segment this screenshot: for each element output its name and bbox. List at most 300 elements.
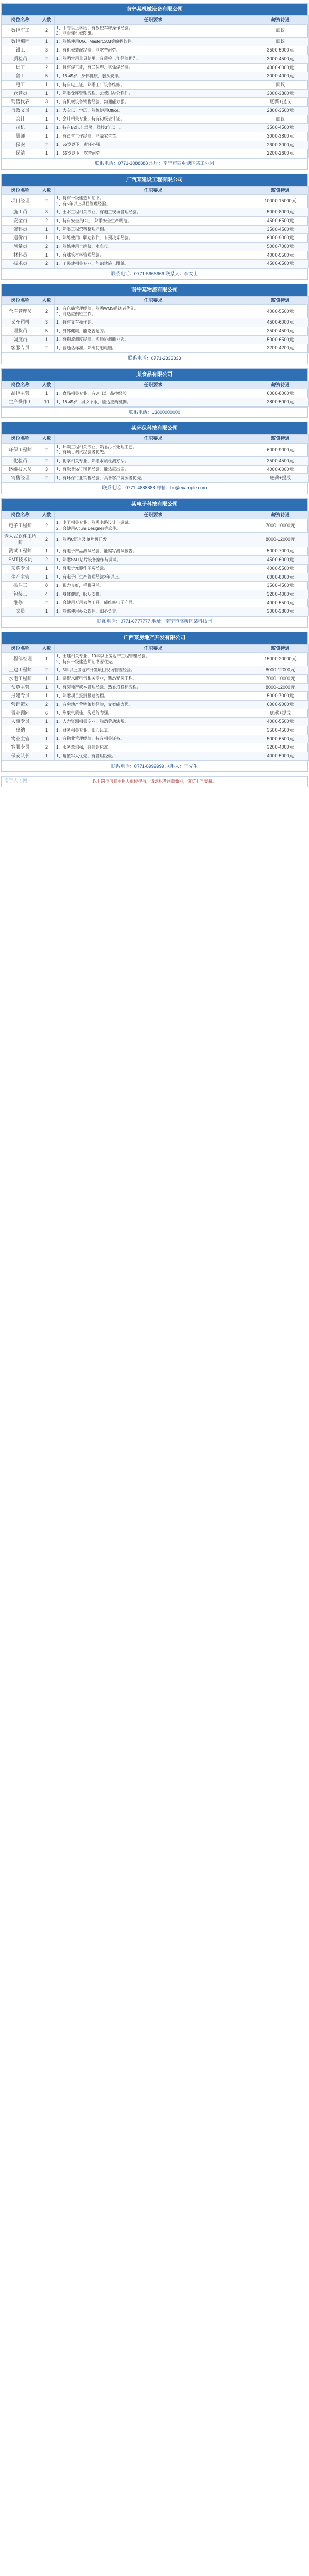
watermark-text: 南宁人才网 bbox=[4, 778, 28, 784]
cell-pay: 6000-9000元 bbox=[252, 234, 309, 243]
column-header-req: 任职要求 bbox=[55, 435, 252, 444]
cell-num: 2 bbox=[39, 344, 55, 353]
cell-pay: 4000-5500元 bbox=[252, 599, 309, 607]
cell-req: 1、熟悉项目报批报建流程。 bbox=[55, 692, 252, 701]
cell-req: 1、有房地产成本管理经验，熟悉招投标流程。 bbox=[55, 683, 252, 692]
table-row bbox=[2, 674, 309, 683]
job-listing-page bbox=[0, 0, 309, 787]
cell-num: 2 bbox=[39, 24, 55, 38]
company-block bbox=[1, 368, 308, 418]
cell-pos: 安全员 bbox=[2, 216, 39, 225]
cell-pay: 3800-5000元 bbox=[252, 398, 309, 407]
table-row bbox=[2, 389, 309, 398]
cell-pos: 材料员 bbox=[2, 251, 39, 260]
cell-pos: 造价员 bbox=[2, 234, 39, 243]
company-block bbox=[1, 422, 308, 494]
cell-num: 1 bbox=[39, 115, 55, 124]
cell-req: 1、18-45岁，身体健康，服从安排。 bbox=[55, 72, 252, 81]
cell-pos: 品控主管 bbox=[2, 389, 39, 398]
cell-num: 3 bbox=[39, 318, 55, 327]
cell-pay: 2200-2600元 bbox=[252, 149, 309, 158]
cell-req: 1、持有B2以上驾照，驾龄3年以上。 bbox=[55, 124, 252, 132]
column-header-num: 人数 bbox=[39, 644, 55, 653]
table-row bbox=[2, 444, 309, 457]
cell-pay: 2800-3500元 bbox=[252, 106, 309, 115]
cell-req: 1、环境工程相关专业，熟悉污水处理工艺。 2、有项目调试经验者优先。 bbox=[55, 444, 252, 457]
cell-pay: 4500-6500元 bbox=[252, 260, 309, 268]
cell-pay: 面议 bbox=[252, 38, 309, 46]
cell-pay: 4500-6500元 bbox=[252, 216, 309, 225]
cell-num: 1 bbox=[39, 726, 55, 735]
column-header-req: 任职要求 bbox=[55, 511, 252, 519]
cell-num: 2 bbox=[39, 63, 55, 72]
column-header-req: 任职要求 bbox=[55, 186, 252, 195]
company-contact: 联系电话：0771-8999999 联系人：王先生 bbox=[2, 761, 307, 772]
cell-req: 1、熟练使用UG、MasterCAM等编程软件。 bbox=[55, 38, 252, 46]
table-row bbox=[2, 666, 309, 675]
table-row bbox=[2, 106, 309, 115]
cell-num: 1 bbox=[39, 89, 55, 98]
cell-req: 1、有设备运行维护经验，能适应出差。 bbox=[55, 465, 252, 474]
cell-pay: 3500-5000元 bbox=[252, 46, 309, 55]
company-block bbox=[1, 3, 308, 170]
cell-num: 1 bbox=[39, 752, 55, 761]
column-header-pay: 薪资待遇 bbox=[252, 511, 309, 519]
cell-req: 1、给排水或电气相关专业，熟悉安装工程。 bbox=[55, 674, 252, 683]
cell-pay: 5000-6500元 bbox=[252, 735, 309, 743]
cell-num: 2 bbox=[39, 195, 55, 208]
cell-num: 2 bbox=[39, 141, 55, 149]
table-row bbox=[2, 743, 309, 752]
table-row bbox=[2, 234, 309, 243]
table-row bbox=[2, 752, 309, 761]
cell-pos: 质检员 bbox=[2, 55, 39, 63]
table-row bbox=[2, 38, 309, 46]
cell-req: 1、有电子元器件采购经验。 bbox=[55, 564, 252, 573]
cell-req: 1、有建筑材料管理经验。 bbox=[55, 251, 252, 260]
cell-pay: 3000-4000元 bbox=[252, 72, 309, 81]
cell-num: 1 bbox=[39, 106, 55, 115]
cell-req: 1、工民建相关专业，能识读施工图纸。 bbox=[55, 260, 252, 268]
cell-pay: 10000-15000元 bbox=[252, 195, 309, 208]
cell-num: 2 bbox=[39, 243, 55, 251]
cell-num: 1 bbox=[39, 653, 55, 666]
table-row bbox=[2, 465, 309, 474]
cell-pos: 行政文员 bbox=[2, 106, 39, 115]
table-row bbox=[2, 564, 309, 573]
cell-num: 2 bbox=[39, 556, 55, 565]
cell-req: 1、人力资源相关专业，熟悉劳动法规。 bbox=[55, 718, 252, 726]
cell-pay: 3200-4000元 bbox=[252, 743, 309, 752]
column-header-num: 人数 bbox=[39, 186, 55, 195]
cell-req: 1、财务相关专业，细心认真。 bbox=[55, 726, 252, 735]
company-title: 某电子科技有限公司 bbox=[2, 499, 307, 511]
column-header-num: 人数 bbox=[39, 296, 55, 305]
cell-req: 1、持有电工证，熟悉工厂设备维修。 bbox=[55, 80, 252, 89]
job-table bbox=[2, 15, 309, 158]
cell-pos: 会计 bbox=[2, 115, 39, 124]
cell-pay: 4000-5500元 bbox=[252, 305, 309, 318]
cell-pay: 8000-12000元 bbox=[252, 683, 309, 692]
cell-pay: 3500-4500元 bbox=[252, 225, 309, 234]
cell-num: 5 bbox=[39, 327, 55, 335]
cell-pos: 仓库管理员 bbox=[2, 305, 39, 318]
cell-pos: 理货员 bbox=[2, 327, 39, 335]
table-row bbox=[2, 653, 309, 666]
table-header-row bbox=[2, 16, 309, 25]
table-row bbox=[2, 582, 309, 590]
cell-req: 1、土木工程相关专业，有施工现场管理经验。 bbox=[55, 208, 252, 217]
column-header-pay: 薪资待遇 bbox=[252, 381, 309, 389]
company-block bbox=[1, 284, 308, 364]
company-title: 某环保科技有限公司 bbox=[2, 422, 307, 434]
cell-pos: 施工员 bbox=[2, 208, 39, 217]
footer-block bbox=[1, 776, 308, 787]
column-header-req: 任职要求 bbox=[55, 381, 252, 389]
cell-num: 1 bbox=[39, 718, 55, 726]
column-header-num: 人数 bbox=[39, 16, 55, 25]
job-table bbox=[2, 644, 309, 761]
cell-num: 3 bbox=[39, 208, 55, 217]
cell-num: 8 bbox=[39, 582, 55, 590]
cell-req: 1、熟练使用全站仪、水准仪。 bbox=[55, 243, 252, 251]
cell-pay: 3000-3800元 bbox=[252, 607, 309, 616]
cell-pos: 测量员 bbox=[2, 243, 39, 251]
table-row bbox=[2, 519, 309, 533]
column-header-pay: 薪资待遇 bbox=[252, 296, 309, 305]
cell-req: 1、持有安全员C证，熟悉安全生产规范。 bbox=[55, 216, 252, 225]
column-header-pos: 岗位名称 bbox=[2, 511, 39, 519]
cell-pay: 6000-9000元 bbox=[252, 444, 309, 457]
table-row bbox=[2, 195, 309, 208]
company-block bbox=[1, 498, 308, 628]
table-header-row bbox=[2, 644, 309, 653]
cell-pos: 数控编程 bbox=[2, 38, 39, 46]
cell-req: 1、有食堂工作经验，能做家常菜。 bbox=[55, 132, 252, 141]
table-row bbox=[2, 718, 309, 726]
cell-req: 1、55岁以下，责任心强。 bbox=[55, 141, 252, 149]
cell-pos: 资料员 bbox=[2, 225, 39, 234]
table-row bbox=[2, 318, 309, 327]
cell-pay: 3000-4500元 bbox=[252, 55, 309, 63]
cell-req: 1、有电子厂生产管理经验3年以上。 bbox=[55, 573, 252, 582]
cell-pos: 人事专员 bbox=[2, 718, 39, 726]
cell-pay: 2600-3000元 bbox=[252, 141, 309, 149]
cell-pay: 4500-6000元 bbox=[252, 556, 309, 565]
cell-pay: 面议 bbox=[252, 24, 309, 38]
cell-num: 4 bbox=[39, 590, 55, 599]
cell-pay: 4000-5500元 bbox=[252, 564, 309, 573]
job-table bbox=[2, 296, 309, 353]
cell-num: 1 bbox=[39, 124, 55, 132]
table-row bbox=[2, 556, 309, 565]
cell-num: 1 bbox=[39, 132, 55, 141]
column-header-pos: 岗位名称 bbox=[2, 16, 39, 25]
column-header-pos: 岗位名称 bbox=[2, 435, 39, 444]
cell-num: 1 bbox=[39, 564, 55, 573]
cell-pos: 电子工程师 bbox=[2, 519, 39, 533]
table-row bbox=[2, 590, 309, 599]
cell-req: 1、有仓储管理经验，熟悉WMS系统者优先。 2、能适应倒班工作。 bbox=[55, 305, 252, 318]
cell-num: 3 bbox=[39, 46, 55, 55]
cell-pay: 4000-5500元 bbox=[252, 251, 309, 260]
cell-pos: 工程部经理 bbox=[2, 653, 39, 666]
cell-req: 1、持有焊工证，有二保焊、氩弧焊经验。 bbox=[55, 63, 252, 72]
table-row bbox=[2, 700, 309, 709]
cell-pos: 厨师 bbox=[2, 132, 39, 141]
cell-pos: 预算主管 bbox=[2, 683, 39, 692]
cell-pay: 面议 bbox=[252, 115, 309, 124]
table-row bbox=[2, 709, 309, 718]
cell-num: 1 bbox=[39, 251, 55, 260]
cell-num: 2 bbox=[39, 456, 55, 465]
cell-pos: 保安 bbox=[2, 141, 39, 149]
job-table bbox=[2, 511, 309, 616]
cell-num: 2 bbox=[39, 666, 55, 675]
table-row bbox=[2, 573, 309, 582]
cell-pay: 4000-5000元 bbox=[252, 752, 309, 761]
cell-pos: 保安队长 bbox=[2, 752, 39, 761]
table-row bbox=[2, 124, 309, 132]
cell-pay: 5000-7000元 bbox=[252, 547, 309, 556]
cell-num: 1 bbox=[39, 335, 55, 344]
cell-num: 3 bbox=[39, 98, 55, 107]
cell-pay: 3500-4500元 bbox=[252, 582, 309, 590]
cell-num: 1 bbox=[39, 683, 55, 692]
cell-num: 2 bbox=[39, 260, 55, 268]
cell-pay: 3200-4000元 bbox=[252, 590, 309, 599]
cell-req: 1、会使用万用表等工具，能维修电子产品。 bbox=[55, 599, 252, 607]
company-title: 某食品有限公司 bbox=[2, 369, 307, 381]
column-header-num: 人数 bbox=[39, 435, 55, 444]
column-header-req: 任职要求 bbox=[55, 296, 252, 305]
table-row bbox=[2, 305, 309, 318]
cell-pay: 7000-10000元 bbox=[252, 674, 309, 683]
cell-pos: 出纳 bbox=[2, 726, 39, 735]
table-header-row bbox=[2, 511, 309, 519]
cell-pos: 钳工 bbox=[2, 46, 39, 55]
table-row bbox=[2, 456, 309, 465]
cell-req: 1、有物业管理经验，持有相关证书。 bbox=[55, 735, 252, 743]
cell-req: 1、持有一级建造师证书。 2、有5年以上项目管理经验。 bbox=[55, 195, 252, 208]
cell-req: 1、熟悉工程资料整理归档。 bbox=[55, 225, 252, 234]
company-block bbox=[1, 174, 308, 280]
cell-pay: 15000-20000元 bbox=[252, 653, 309, 666]
cell-num: 2 bbox=[39, 599, 55, 607]
table-row bbox=[2, 216, 309, 225]
column-header-pay: 薪资待遇 bbox=[252, 435, 309, 444]
cell-pos: 水电工程师 bbox=[2, 674, 39, 683]
footer-note: 以上岗位信息由用人单位提供，请求职者注意甄别，谨防上当受骗。 bbox=[2, 776, 307, 786]
table-row bbox=[2, 208, 309, 217]
cell-pos: 调度员 bbox=[2, 335, 39, 344]
cell-req: 1、普通话标准，熟练使用电脑。 bbox=[55, 344, 252, 353]
cell-pay: 底薪+提成 bbox=[252, 709, 309, 718]
cell-pos: 仓管员 bbox=[2, 89, 39, 98]
cell-req: 1、熟练使用广联达软件，有预决算经验。 bbox=[55, 234, 252, 243]
cell-pay: 6000-8000元 bbox=[252, 389, 309, 398]
table-row bbox=[2, 398, 309, 407]
table-row bbox=[2, 726, 309, 735]
cell-pay: 5000-7000元 bbox=[252, 692, 309, 701]
table-row bbox=[2, 607, 309, 616]
company-contact: 联系电话：0771-2333333 bbox=[2, 353, 307, 364]
company-title: 广西某建设工程有限公司 bbox=[2, 174, 307, 186]
cell-pos: 营销策划 bbox=[2, 700, 39, 709]
cell-pos: 销售经理 bbox=[2, 474, 39, 483]
cell-req: 1、身体健康，能吃苦耐劳。 bbox=[55, 327, 252, 335]
table-row bbox=[2, 327, 309, 335]
cell-pay: 3000-3800元 bbox=[252, 89, 309, 98]
cell-pos: 客服专员 bbox=[2, 344, 39, 353]
cell-req: 1、会计相关专业，持有初级会计证。 bbox=[55, 115, 252, 124]
cell-req: 1、熟悉SMT贴片设备操作与调试。 bbox=[55, 556, 252, 565]
cell-req: 1、中专以上学历，有数控车床操作经验。 2、能看懂机械图纸。 bbox=[55, 24, 252, 38]
cell-num: 2 bbox=[39, 743, 55, 752]
cell-num: 3 bbox=[39, 465, 55, 474]
cell-pay: 底薪+提成 bbox=[252, 474, 309, 483]
cell-num: 2 bbox=[39, 444, 55, 457]
table-row bbox=[2, 115, 309, 124]
cell-pay: 8000-12000元 bbox=[252, 533, 309, 547]
cell-pay: 3200-4200元 bbox=[252, 344, 309, 353]
cell-pay: 4000-6000元 bbox=[252, 465, 309, 474]
cell-pos: SMT技术员 bbox=[2, 556, 39, 565]
cell-num: 2 bbox=[39, 216, 55, 225]
column-header-pay: 薪资待遇 bbox=[252, 644, 309, 653]
company-contact: 联系电话：0771-4888888 邮箱：hr@example.com bbox=[2, 483, 307, 494]
cell-num: 1 bbox=[39, 674, 55, 683]
cell-num: 2 bbox=[39, 700, 55, 709]
cell-req: 1、55岁以下，吃苦耐劳。 bbox=[55, 149, 252, 158]
table-row bbox=[2, 63, 309, 72]
table-row bbox=[2, 149, 309, 158]
table-header-row bbox=[2, 381, 309, 389]
cell-pos: 文员 bbox=[2, 607, 39, 616]
cell-pay: 4500-6000元 bbox=[252, 318, 309, 327]
table-row bbox=[2, 260, 309, 268]
table-header-row bbox=[2, 435, 309, 444]
table-row bbox=[2, 46, 309, 55]
cell-pay: 8000-12000元 bbox=[252, 666, 309, 675]
cell-pay: 4000-6000元 bbox=[252, 63, 309, 72]
cell-req: 1、有机械设备销售经验，沟通能力强。 bbox=[55, 98, 252, 107]
column-header-pos: 岗位名称 bbox=[2, 644, 39, 653]
table-header-row bbox=[2, 296, 309, 305]
cell-num: 1 bbox=[39, 607, 55, 616]
cell-pos: 保洁 bbox=[2, 149, 39, 158]
cell-req: 1、有物流调度经验，沟通协调能力强。 bbox=[55, 335, 252, 344]
cell-num: 1 bbox=[39, 149, 55, 158]
cell-pay: 5000-7000元 bbox=[252, 243, 309, 251]
table-row bbox=[2, 80, 309, 89]
company-contact: 联系电话：0771-6777777 地址：南宁市高新区某科技园 bbox=[2, 616, 307, 627]
cell-num: 1 bbox=[39, 547, 55, 556]
company-title: 南宁某物流有限公司 bbox=[2, 284, 307, 296]
cell-req: 1、化学相关专业，熟悉水质检测方法。 bbox=[55, 456, 252, 465]
cell-pos: 技术员 bbox=[2, 260, 39, 268]
table-row bbox=[2, 98, 309, 107]
cell-req: 1、形象气质佳，沟通能力强。 bbox=[55, 709, 252, 718]
cell-pos: 环保工程师 bbox=[2, 444, 39, 457]
table-row bbox=[2, 89, 309, 98]
cell-pay: 3500-4500元 bbox=[252, 327, 309, 335]
job-table bbox=[2, 434, 309, 483]
company-title: 广西某房地产开发有限公司 bbox=[2, 632, 307, 644]
cell-num: 1 bbox=[39, 735, 55, 743]
cell-pay: 3000-3800元 bbox=[252, 132, 309, 141]
cell-num: 2 bbox=[39, 474, 55, 483]
cell-pos: 焊工 bbox=[2, 63, 39, 72]
cell-num: 5 bbox=[39, 72, 55, 81]
cell-pos: 测试工程师 bbox=[2, 547, 39, 556]
cell-pos: 生产操作工 bbox=[2, 398, 39, 407]
column-header-num: 人数 bbox=[39, 511, 55, 519]
cell-pay: 6000-8000元 bbox=[252, 573, 309, 582]
cell-req: 1、食品相关专业，有3年以上品控经验。 bbox=[55, 389, 252, 398]
cell-pos: 插件工 bbox=[2, 582, 39, 590]
cell-pay: 5000-8000元 bbox=[252, 208, 309, 217]
cell-pos: 报建专员 bbox=[2, 692, 39, 701]
table-row bbox=[2, 735, 309, 743]
table-row bbox=[2, 474, 309, 483]
job-table bbox=[2, 381, 309, 407]
cell-pos: 运维技术员 bbox=[2, 465, 39, 474]
cell-num: 1 bbox=[39, 225, 55, 234]
cell-pay: 3500-4500元 bbox=[252, 456, 309, 465]
column-header-num: 人数 bbox=[39, 381, 55, 389]
cell-num: 1 bbox=[39, 573, 55, 582]
cell-num: 10 bbox=[39, 398, 55, 407]
cell-pos: 包装工 bbox=[2, 590, 39, 599]
cell-req: 1、有机械装配经验，能吃苦耐劳。 bbox=[55, 46, 252, 55]
table-row bbox=[2, 72, 309, 81]
cell-req: 1、熟悉常用量具使用，有质检工作经验优先。 bbox=[55, 55, 252, 63]
cell-pos: 项目经理 bbox=[2, 195, 39, 208]
cell-req: 1、有电子产品测试经验，能编写测试报告。 bbox=[55, 547, 252, 556]
cell-req: 1、大专以上学历，熟练使用Office。 bbox=[55, 106, 252, 115]
column-header-req: 任职要求 bbox=[55, 644, 252, 653]
cell-pay: 7000-10000元 bbox=[252, 519, 309, 533]
cell-pos: 电工 bbox=[2, 80, 39, 89]
table-row bbox=[2, 24, 309, 38]
cell-pos: 采购专员 bbox=[2, 564, 39, 573]
cell-pos: 叉车司机 bbox=[2, 318, 39, 327]
company-contact: 联系电话：0771-3888888 地址：南宁市西乡塘区某工业园 bbox=[2, 158, 307, 169]
cell-req: 1、有环保行业销售经验，具备客户资源者优先。 bbox=[55, 474, 252, 483]
cell-req: 1、身体健康，服从安排。 bbox=[55, 590, 252, 599]
column-header-pos: 岗位名称 bbox=[2, 381, 39, 389]
cell-num: 1 bbox=[39, 234, 55, 243]
cell-pay: 6000-9000元 bbox=[252, 700, 309, 709]
cell-req: 1、有房地产营销策划经验，文案能力强。 bbox=[55, 700, 252, 709]
column-header-pay: 薪资待遇 bbox=[252, 186, 309, 195]
cell-pos: 化验员 bbox=[2, 456, 39, 465]
cell-num: 2 bbox=[39, 533, 55, 547]
cell-num: 1 bbox=[39, 692, 55, 701]
cell-num: 1 bbox=[39, 80, 55, 89]
table-row bbox=[2, 335, 309, 344]
table-row bbox=[2, 547, 309, 556]
cell-pay: 4000-5500元 bbox=[252, 718, 309, 726]
cell-pos: 司机 bbox=[2, 124, 39, 132]
cell-pos: 客服专员 bbox=[2, 743, 39, 752]
company-contact: 联系电话：0771-5666666 联系人：李女士 bbox=[2, 268, 307, 279]
cell-req: 1、服务意识强，普通话标准。 bbox=[55, 743, 252, 752]
column-header-req: 任职要求 bbox=[55, 16, 252, 25]
cell-num: 2 bbox=[39, 55, 55, 63]
cell-req: 1、熟悉仓库管理流程，会使用办公软件。 bbox=[55, 89, 252, 98]
